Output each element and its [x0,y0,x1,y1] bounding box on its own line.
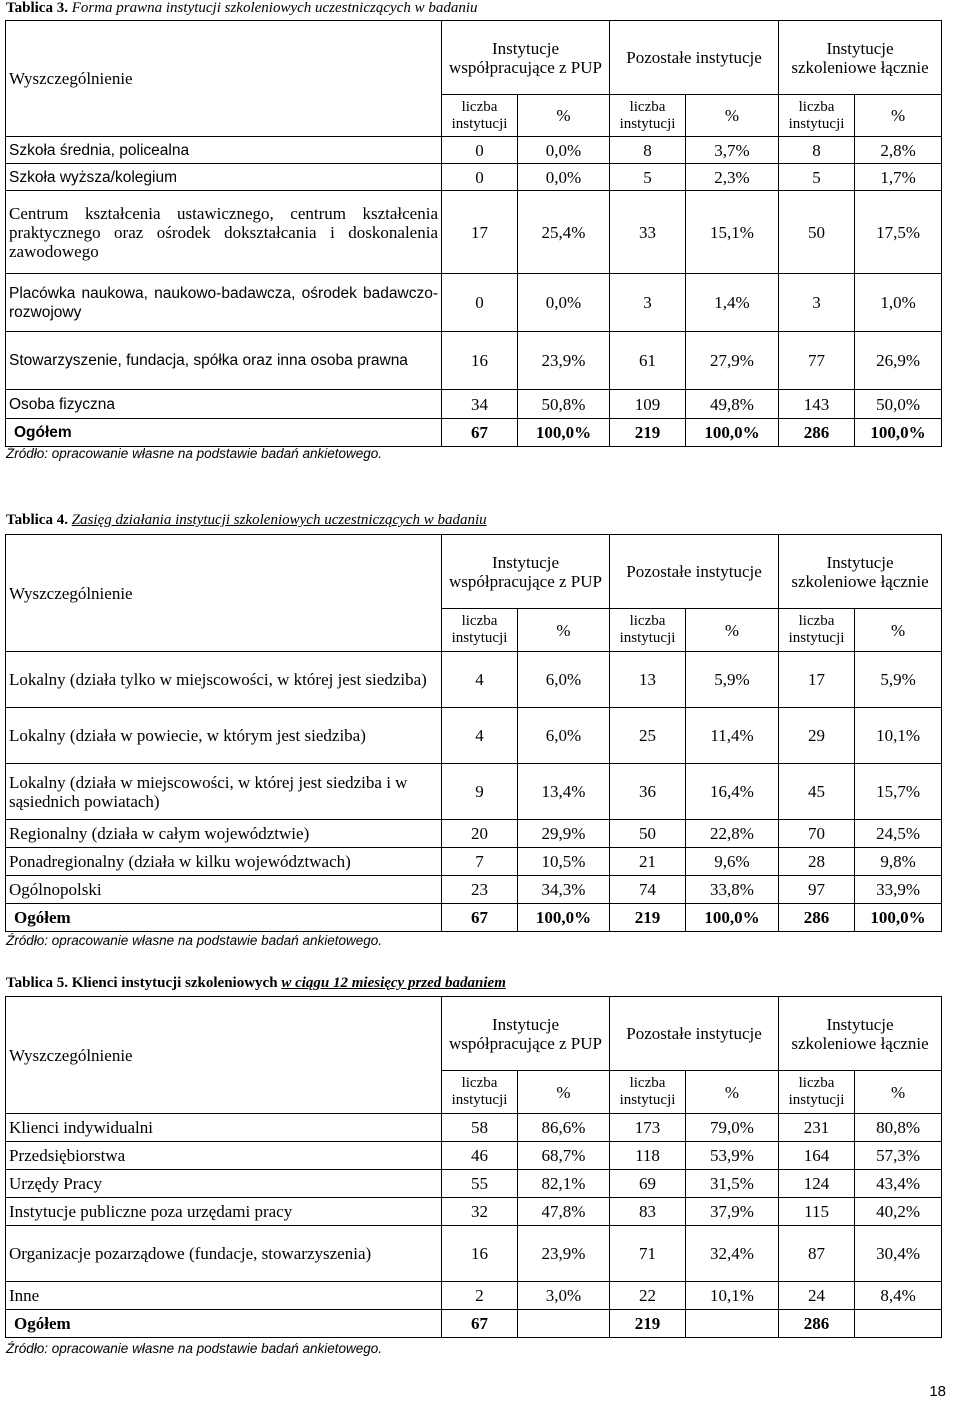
table3-subheader-percent: % [518,95,610,137]
cell: 23,9% [518,332,610,390]
cell: 0 [442,137,518,164]
cell: 57,3% [855,1142,942,1170]
table3-header-group1: Instytucje współpracujące z PUP [442,21,610,95]
cell: 100,0% [686,419,779,447]
table4-header-label: Wyszczególnienie [6,535,442,652]
cell: 58 [442,1114,518,1142]
table3-header-group3: Instytucje szkoleniowe łącznie [779,21,942,95]
cell: 97 [779,876,855,904]
cell: 100,0% [855,419,942,447]
cell: 68,7% [518,1142,610,1170]
page-number: 18 [929,1383,946,1400]
cell: 70 [779,820,855,848]
table3-subheader-count: liczba instytucji [779,95,855,137]
table-row [6,848,942,876]
table3-subheader-count: liczba instytucji [442,95,518,137]
cell: 83 [610,1198,686,1226]
cell: 3,7% [686,137,779,164]
table-row [6,876,942,904]
cell: 28 [779,848,855,876]
row-label: Lokalny (działa w powiecie, w którym jest siedziba) [6,708,442,764]
cell: 5,9% [855,652,942,708]
cell: 82,1% [518,1170,610,1198]
cell: 67 [442,1310,518,1338]
cell: 13,4% [518,764,610,820]
cell: 1,4% [686,274,779,332]
cell: 25,4% [518,191,610,274]
cell: 231 [779,1114,855,1142]
cell: 173 [610,1114,686,1142]
row-label: Inne [6,1282,442,1310]
table5-subheader-percent: % [686,1071,779,1114]
table-row [6,1170,942,1198]
cell: 5 [610,164,686,191]
cell: 115 [779,1198,855,1226]
cell: 32 [442,1198,518,1226]
table5-subheader-count: liczba instytucji [610,1071,686,1114]
cell: 29 [779,708,855,764]
cell: 20 [442,820,518,848]
cell: 71 [610,1226,686,1282]
table3-subheader-percent: % [855,95,942,137]
table3-caption-title: Forma prawna instytucji szkoleniowych uczestniczących w badaniu [71,0,478,16]
cell: 24 [779,1282,855,1310]
table3-caption-prefix: Tablica 3. [6,0,68,16]
cell: 6,0% [518,708,610,764]
table5-subheader-count: liczba instytucji [779,1071,855,1114]
cell: 50,0% [855,390,942,419]
cell [518,1310,610,1338]
cell: 23,9% [518,1226,610,1282]
table5-caption-prefix: Tablica 5. [6,975,68,991]
cell: 47,8% [518,1198,610,1226]
table3-header-row [6,21,942,95]
cell: 24,5% [855,820,942,848]
cell: 31,5% [686,1170,779,1198]
cell: 8 [610,137,686,164]
row-label: Urzędy Pracy [6,1170,442,1198]
cell: 53,9% [686,1142,779,1170]
table4-subheader-percent: % [518,609,610,652]
table-row [6,652,942,708]
row-label: Ponadregionalny (działa w kilku województwach) [6,848,442,876]
table5 [5,996,942,1338]
row-label: Lokalny (działa tylko w miejscowości, w której jest siedziba) [6,652,442,708]
cell: 37,9% [686,1198,779,1226]
cell: 100,0% [686,904,779,932]
table5-header-row [6,997,942,1071]
cell: 33,8% [686,876,779,904]
row-label: Ogółem [6,419,442,447]
cell: 50,8% [518,390,610,419]
table3-subheader-count: liczba instytucji [610,95,686,137]
row-label: Ogółem [6,1310,442,1338]
cell: 5,9% [686,652,779,708]
table3-source: Źródło: opracowanie własne na podstawie badań ankietowego. [6,446,382,461]
table4-header-group3: Instytucje szkoleniowe łącznie [779,535,942,609]
cell: 36 [610,764,686,820]
table-row [6,274,942,332]
cell: 15,1% [686,191,779,274]
table-row [6,137,942,164]
table4-header-group1: Instytucje współpracujące z PUP [442,535,610,609]
cell: 0,0% [518,274,610,332]
table-row [6,1142,942,1170]
cell: 100,0% [518,904,610,932]
cell: 29,9% [518,820,610,848]
table4-subheader-percent: % [855,609,942,652]
cell: 219 [610,904,686,932]
table4 [5,534,942,932]
table4-header-group2: Pozostałe instytucje [610,535,779,609]
row-label: Instytucje publiczne poza urzędami pracy [6,1198,442,1226]
cell: 9,8% [855,848,942,876]
row-label: Przedsiębiorstwa [6,1142,442,1170]
row-label: Szkoła średnia, policealna [6,137,442,164]
cell: 22,8% [686,820,779,848]
table5-subheader-count: liczba instytucji [442,1071,518,1114]
cell: 3,0% [518,1282,610,1310]
cell: 21 [610,848,686,876]
table4-subheader-count: liczba instytucji [442,609,518,652]
cell: 3 [779,274,855,332]
cell: 2 [442,1282,518,1310]
cell: 80,8% [855,1114,942,1142]
cell: 17 [779,652,855,708]
row-label: Organizacje pozarządowe (fundacje, stowarzyszenia) [6,1226,442,1282]
cell: 30,4% [855,1226,942,1282]
cell: 6,0% [518,652,610,708]
cell: 109 [610,390,686,419]
cell: 27,9% [686,332,779,390]
cell: 286 [779,1310,855,1338]
table4-caption [6,512,487,529]
table-row [6,1114,942,1142]
table3 [5,20,942,447]
table-row [6,390,942,419]
row-label: Regionalny (działa w całym województwie) [6,820,442,848]
table4-subheader-percent: % [686,609,779,652]
cell: 34 [442,390,518,419]
cell: 15,7% [855,764,942,820]
cell: 45 [779,764,855,820]
row-label: Szkoła wyższa/kolegium [6,164,442,191]
table5-header-group1: Instytucje współpracujące z PUP [442,997,610,1071]
cell: 17 [442,191,518,274]
cell: 33 [610,191,686,274]
table3-header-group2: Pozostałe instytucje [610,21,779,95]
cell: 1,0% [855,274,942,332]
table4-header-row [6,535,942,609]
cell: 61 [610,332,686,390]
cell: 55 [442,1170,518,1198]
cell: 0,0% [518,137,610,164]
cell: 50 [610,820,686,848]
table-row [6,820,942,848]
cell: 2,8% [855,137,942,164]
table-row [6,764,942,820]
cell: 49,8% [686,390,779,419]
cell: 0 [442,274,518,332]
cell: 79,0% [686,1114,779,1142]
cell: 2,3% [686,164,779,191]
cell: 9,6% [686,848,779,876]
table4-subheader-count: liczba instytucji [610,609,686,652]
cell: 10,1% [686,1282,779,1310]
table5-caption-mid: Klienci instytucji szkoleniowych [71,975,278,991]
row-label: Ogólnopolski [6,876,442,904]
cell: 9 [442,764,518,820]
cell: 32,4% [686,1226,779,1282]
cell: 4 [442,708,518,764]
table-total-row [6,1310,942,1338]
row-label: Ogółem [6,904,442,932]
cell: 16 [442,332,518,390]
cell: 11,4% [686,708,779,764]
cell: 7 [442,848,518,876]
cell [855,1310,942,1338]
row-label: Klienci indywidualni [6,1114,442,1142]
cell: 124 [779,1170,855,1198]
cell: 219 [610,419,686,447]
table3-caption [6,0,478,17]
cell: 286 [779,904,855,932]
table4-caption-prefix: Tablica 4. [6,512,68,528]
table4-caption-title: Zasięg działania instytucji szkoleniowych uczestniczących w badaniu [71,512,487,528]
cell: 46 [442,1142,518,1170]
table4-subheader-count: liczba instytucji [779,609,855,652]
cell: 16 [442,1226,518,1282]
cell: 10,1% [855,708,942,764]
table5-header-group3: Instytucje szkoleniowe łącznie [779,997,942,1071]
table-total-row [6,419,942,447]
table-row [6,332,942,390]
cell: 69 [610,1170,686,1198]
cell: 5 [779,164,855,191]
cell: 118 [610,1142,686,1170]
table5-header-group2: Pozostałe instytucje [610,997,779,1071]
row-label: Osoba fizyczna [6,390,442,419]
cell: 100,0% [855,904,942,932]
table5-header-label: Wyszczególnienie [6,997,442,1114]
cell: 43,4% [855,1170,942,1198]
table-row [6,191,942,274]
table5-subheader-percent: % [855,1071,942,1114]
table3-header-label: Wyszczególnienie [6,21,442,137]
row-label: Centrum kształcenia ustawicznego, centrum kształcenia praktycznego oraz ośrodek dokształcania i doskonalenia zawodowego [6,191,442,274]
cell: 86,6% [518,1114,610,1142]
table4-source: Źródło: opracowanie własne na podstawie badań ankietowego. [6,933,382,948]
cell: 10,5% [518,848,610,876]
cell: 67 [442,419,518,447]
cell: 22 [610,1282,686,1310]
table-row [6,1226,942,1282]
table-row [6,1282,942,1310]
row-label: Lokalny (działa w miejscowości, w której jest siedziba i w sąsiednich powiatach) [6,764,442,820]
cell: 26,9% [855,332,942,390]
cell: 50 [779,191,855,274]
cell: 219 [610,1310,686,1338]
cell [686,1310,779,1338]
cell: 3 [610,274,686,332]
table5-source: Źródło: opracowanie własne na podstawie badań ankietowego. [6,1341,382,1356]
table3-subheader-percent: % [686,95,779,137]
cell: 25 [610,708,686,764]
cell: 4 [442,652,518,708]
cell: 23 [442,876,518,904]
cell: 8,4% [855,1282,942,1310]
cell: 164 [779,1142,855,1170]
cell: 33,9% [855,876,942,904]
cell: 40,2% [855,1198,942,1226]
table-row [6,1198,942,1226]
table5-caption-italic: w ciągu 12 miesięcy przed badaniem [281,975,506,991]
cell: 67 [442,904,518,932]
cell: 74 [610,876,686,904]
table-row [6,164,942,191]
cell: 16,4% [686,764,779,820]
cell: 0 [442,164,518,191]
cell: 0,0% [518,164,610,191]
table-row [6,708,942,764]
cell: 1,7% [855,164,942,191]
cell: 13 [610,652,686,708]
cell: 87 [779,1226,855,1282]
table5-caption [6,975,506,992]
cell: 143 [779,390,855,419]
cell: 100,0% [518,419,610,447]
cell: 8 [779,137,855,164]
table-total-row [6,904,942,932]
row-label: Placówka naukowa, naukowo-badawcza, ośrodek badawczo-rozwojowy [6,274,442,332]
cell: 77 [779,332,855,390]
table5-subheader-percent: % [518,1071,610,1114]
cell: 286 [779,419,855,447]
row-label: Stowarzyszenie, fundacja, spółka oraz inna osoba prawna [6,332,442,390]
cell: 34,3% [518,876,610,904]
cell: 17,5% [855,191,942,274]
